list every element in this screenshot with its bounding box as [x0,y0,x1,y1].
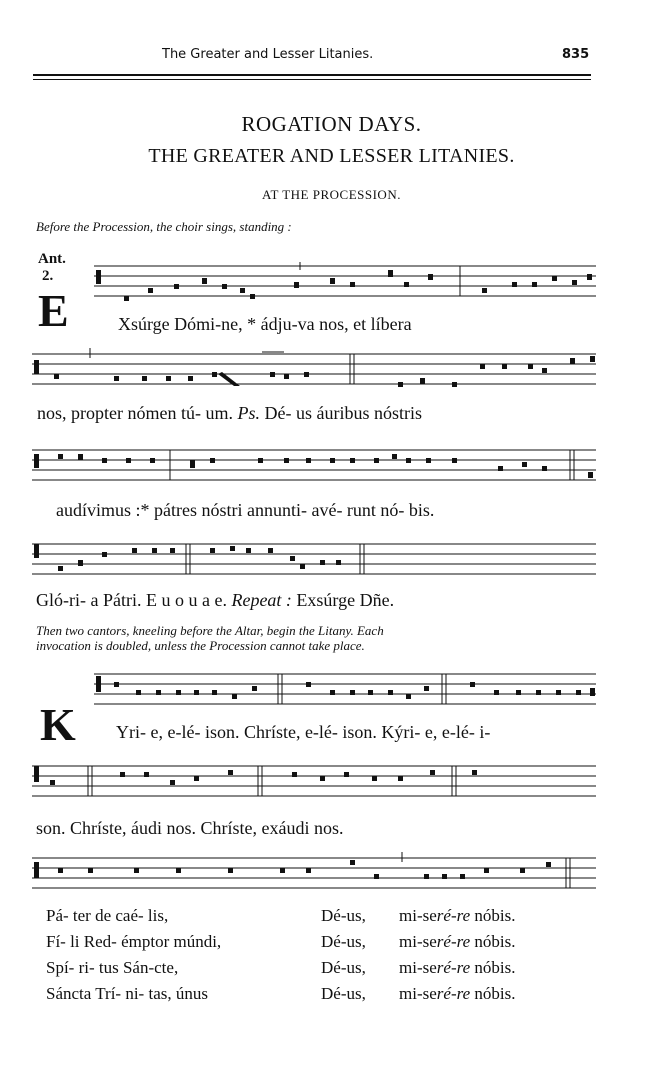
invocation-response [399,958,549,978]
invocation-deus: Dé-us, [321,932,366,951]
lyric-line-2 [37,403,422,424]
response-pre: mi-se [399,906,437,925]
invocation-text: Pá- ter de caé- lis, [46,906,169,925]
main-title: ROGATION DAYS. [241,112,422,136]
chant-staff-7 [32,852,596,898]
sub-title: THE GREATER AND LESSER LITANIES. [148,145,515,167]
invocation-response [399,906,549,926]
invocation-deus: Dé-us, [321,984,366,1003]
small-title: AT THE PROCESSION. [262,187,401,202]
response-post: nóbis. [470,958,516,977]
chant-staff-3 [32,444,596,490]
kyrie-lyric-line-1: Yri- e, e-lé- ison. Chríste, e-lé- ison. Kýri- e, e-lé- i- [116,722,491,742]
invocation-deus: Dé-us, [321,906,366,925]
response-italic: ré-re [436,906,471,925]
chant-staff-5 [32,668,596,714]
rubric-then-line-1: Then two cantors, kneeling before the Altar, begin the Litany. Each [36,623,384,638]
response-italic: ré-re [436,984,471,1003]
response-pre: mi-se [399,932,437,951]
response-post: nóbis. [470,984,516,1003]
invocation-response [399,984,549,1004]
invocation-row [46,984,549,1010]
chant-staff-2 [32,348,596,394]
response-pre: mi-se [399,958,437,977]
chant-staff-4 [32,538,596,584]
chant-staff-1 [32,262,596,308]
invocation-text: Sáncta Trí- ni- tas, únus [46,984,208,1003]
lyric-line-4 [36,590,394,611]
rubric-then-line-2: invocation is doubled, unless the Procession cannot take place. [36,638,365,653]
header-rule-thick [33,74,591,76]
antiphon-label: Ant. [38,251,66,267]
response-post: nóbis. [470,932,516,951]
kyrie-initial: K [40,699,76,750]
running-title: The Greater and Lesser Litanies. [162,47,374,62]
lyric-line-1: Xsúrge Dómi-ne, * ádju-va nos, et líbera [118,314,412,334]
invocation-text: Fí- li Red- émptor múndi, [46,932,222,951]
kyrie-lyric-line-2: son. Chríste, áudi nos. Chríste, exáudi nos. [36,818,344,838]
lyric-line-2-part-b: Dé- us áuribus nóstris [259,403,422,423]
rubric-before: Before the Procession, the choir sings, standing : [36,219,292,234]
response-italic: ré-re [436,932,471,951]
antiphon-initial: E [38,285,69,336]
chant-staff-6 [32,760,596,806]
invocation-row [46,932,549,958]
psalm-marker: Ps. [237,403,260,423]
antiphon-mode: 2. [42,268,54,284]
invocation-row [46,906,549,932]
page-number: 835 [562,47,590,62]
lyric-line-4-part-b: Exsúrge Dñe. [291,590,395,610]
response-post: nóbis. [470,906,516,925]
lyric-line-4-part-a: Gló-ri- a Pátri. E u o u a e. [36,590,232,610]
header-rule-thin [33,79,591,80]
invocation-list [46,906,549,1010]
response-italic: ré-re [436,958,471,977]
invocation-response [399,932,549,952]
lyric-line-3: audívimus :* pátres nóstri annunti- avé- runt nó- bis. [56,500,435,520]
invocation-deus: Dé-us, [321,958,366,977]
repeat-marker: Repeat : [231,590,292,610]
invocation-text: Spí- ri- tus Sán-cte, [46,958,179,977]
invocation-row [46,958,549,984]
response-pre: mi-se [399,984,437,1003]
lyric-line-2-part-a: nos, propter nómen tú- um. [37,403,238,423]
